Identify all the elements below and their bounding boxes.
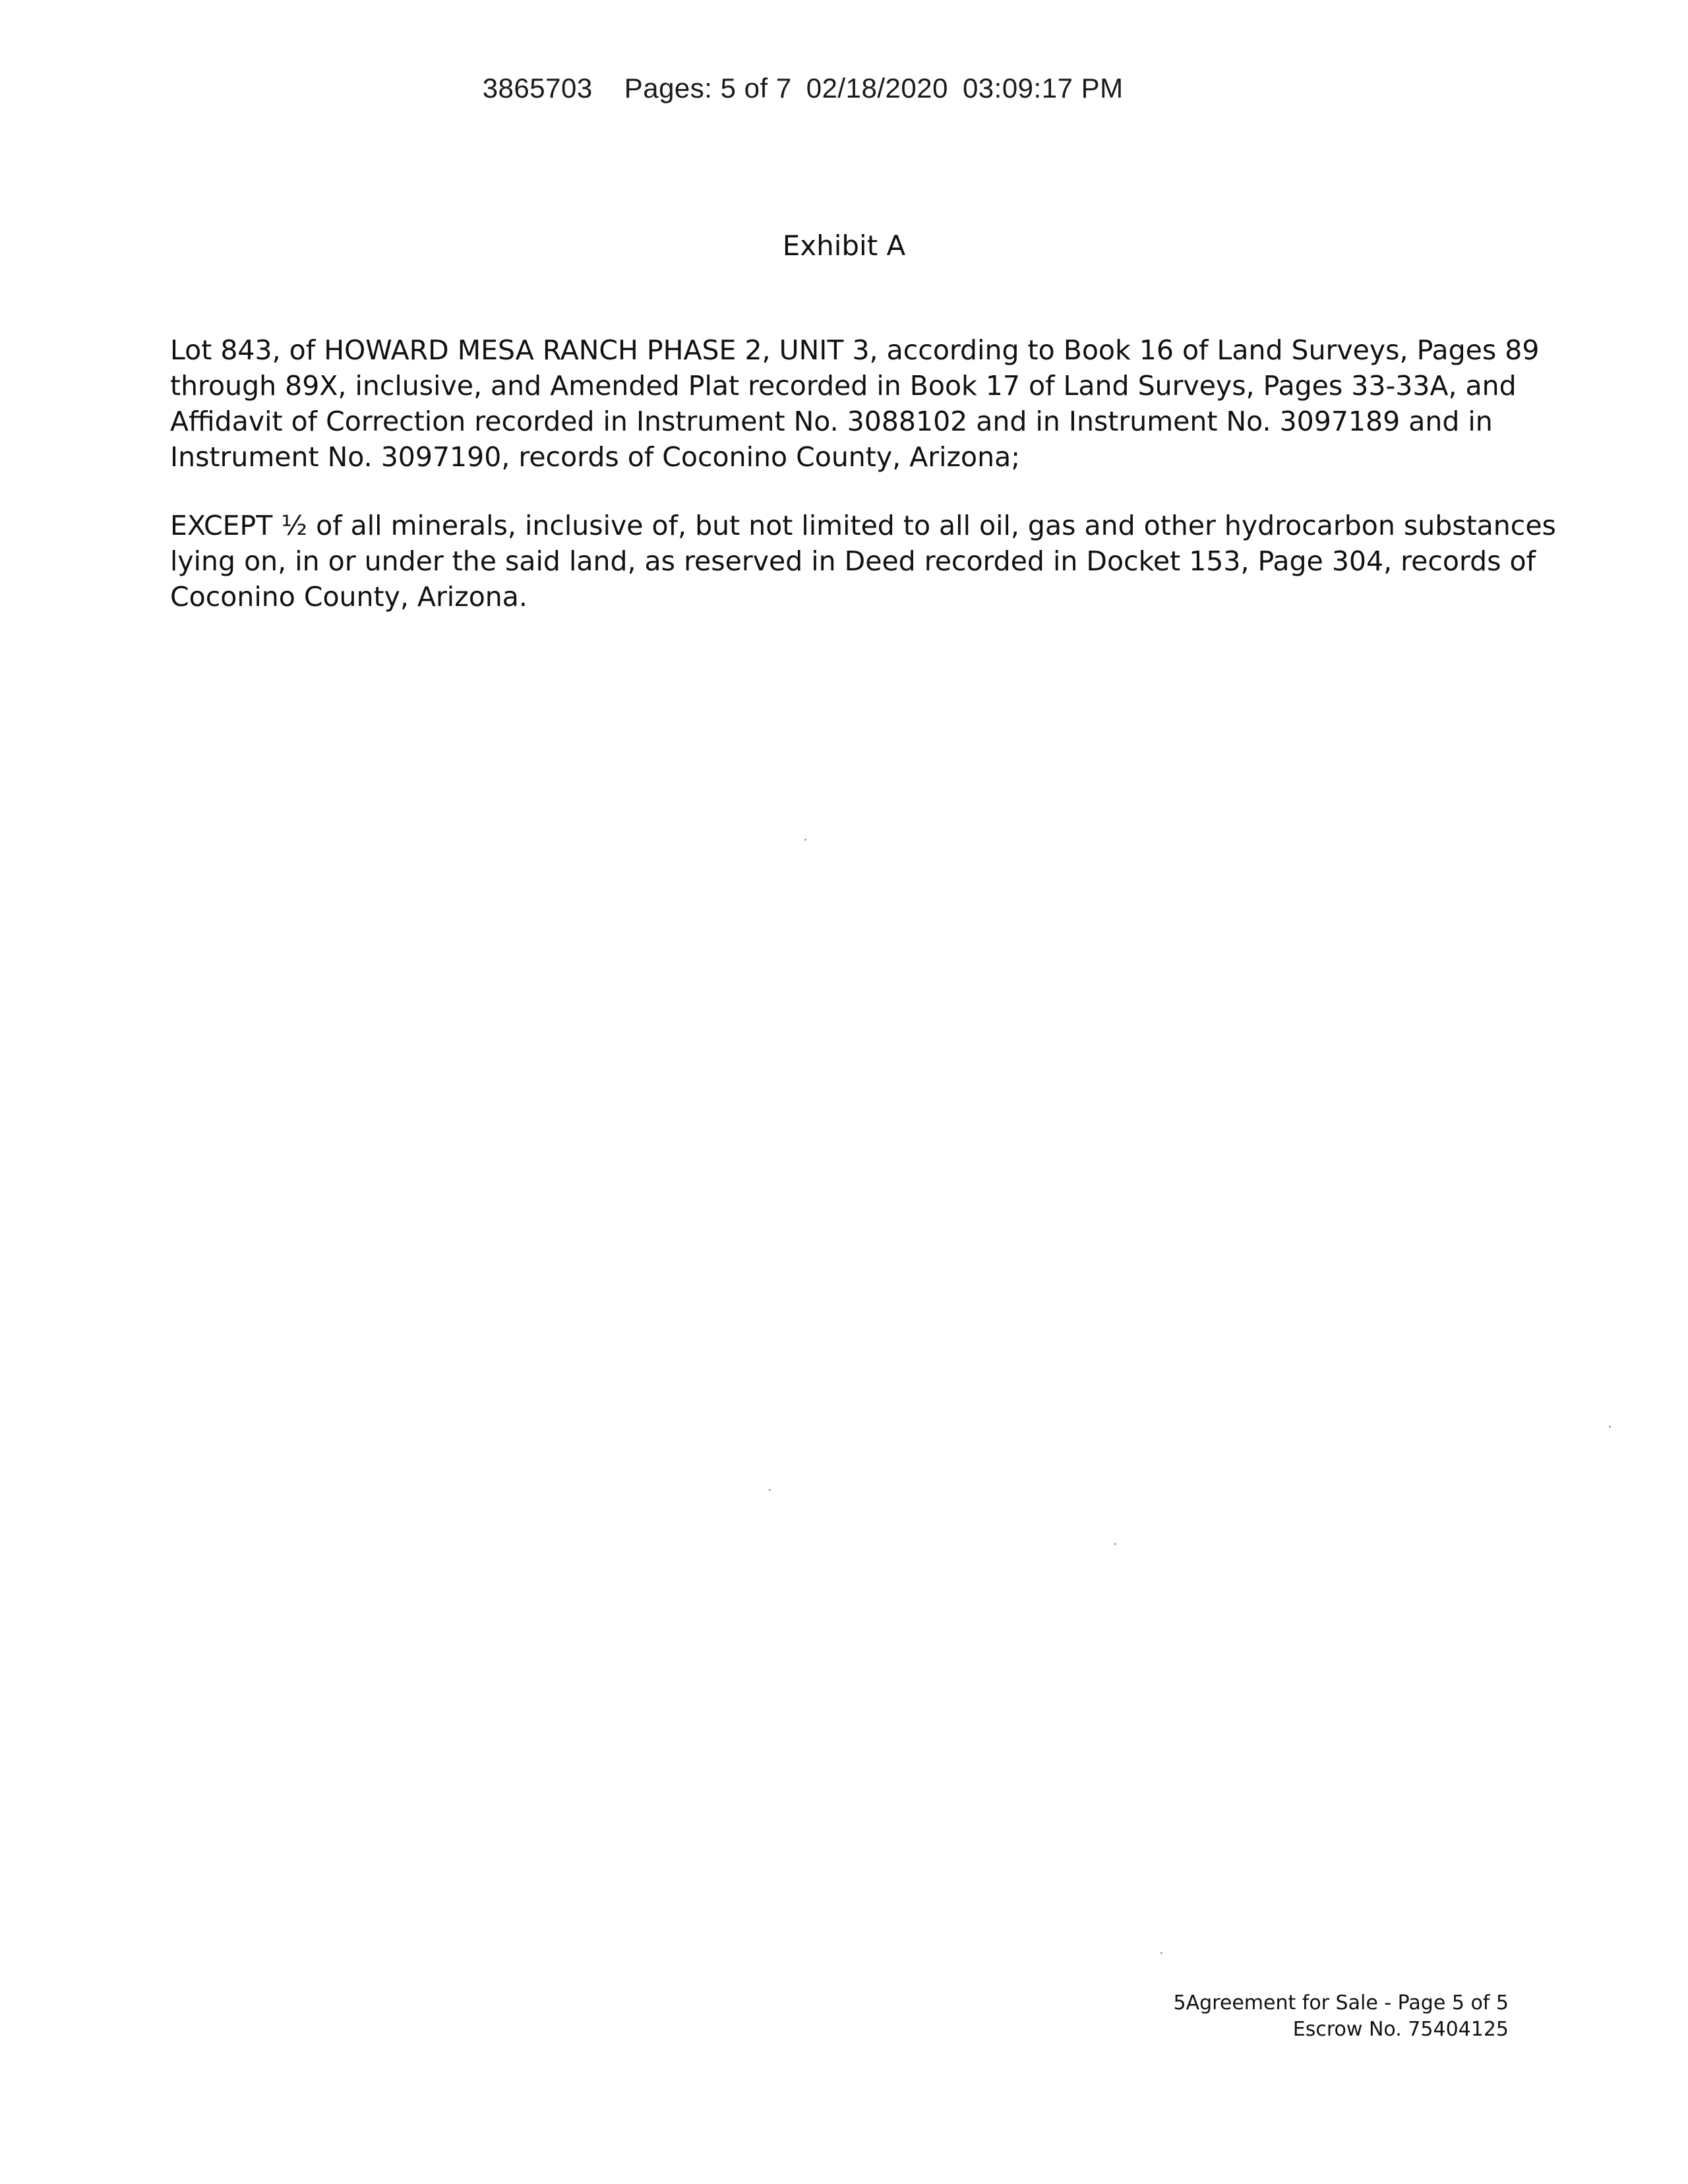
exception-clause-line: lying on, in or under the said land, as reserved in Deed recorded in Docket 153, Page 304, records of (170, 545, 1536, 577)
exception-clause (170, 508, 1556, 615)
document-number: 3865703 (482, 73, 593, 104)
scan-speck (1114, 1543, 1116, 1545)
scan-speck (769, 1489, 771, 1491)
scan-speck (1160, 1952, 1162, 1954)
exception-clause-line: Coconino County, Arizona. (170, 581, 528, 613)
legal-description (170, 332, 1540, 475)
exception-clause-line: EXCEPT ½ of all minerals, inclusive of, but not limited to all oil, gas and other hydrocarbon substances (170, 510, 1556, 541)
legal-description-line: Affidavit of Correction recorded in Instrument No. 3088102 and in Instrument No. 3097189 and in (170, 406, 1493, 437)
page-count: Pages: 5 of 7 (624, 73, 792, 104)
footer-page-label: 5Agreement for Sale - Page 5 of 5 (1173, 1991, 1509, 2015)
scan-speck (1609, 1426, 1611, 1428)
legal-description-line: Lot 843, of HOWARD MESA RANCH PHASE 2, UNIT 3, according to Book 16 of Land Surveys, Pages 89 (170, 334, 1540, 366)
exhibit-title: Exhibit A (782, 229, 906, 262)
page-footer (1174, 1990, 1509, 2043)
recording-time: 03:09:17 PM (962, 73, 1124, 104)
footer-escrow-label: Escrow No. 75404125 (1292, 2018, 1509, 2041)
scan-speck (804, 839, 806, 841)
recording-date: 02/18/2020 (806, 73, 948, 104)
legal-description-line: through 89X, inclusive, and Amended Plat recorded in Book 17 of Land Surveys, Pages 33-33A, and (170, 370, 1517, 402)
legal-description-line: Instrument No. 3097190, records of Coconino County, Arizona; (170, 441, 1021, 473)
recording-stamp (450, 41, 1124, 136)
